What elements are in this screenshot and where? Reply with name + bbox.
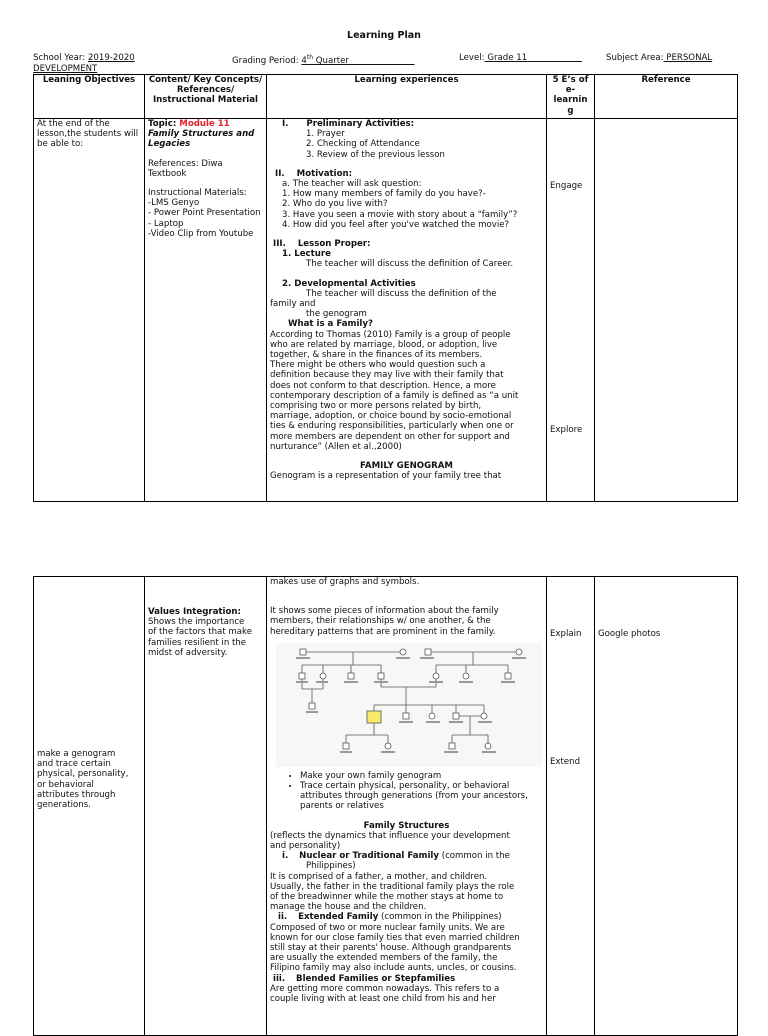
- subject-area-value-cont: DEVELOPMENT: [33, 64, 98, 74]
- phase-extend: Extend: [550, 757, 581, 768]
- genogram-intro: Genogram is a representation of your family tree that: [270, 471, 502, 482]
- lecture-heading: 1. Lecture: [282, 249, 331, 260]
- motivation-question: 1. How many members of family do you have?-: [282, 189, 486, 200]
- subject-area-field: [606, 53, 712, 63]
- developmental-text: The teacher will discuss the definition of the: [306, 288, 497, 299]
- material-item: -LMS Genyo: [148, 198, 200, 209]
- motivation-a: a. The teacher will ask question:: [282, 179, 422, 190]
- material-item: -Video Clip from Youtube: [148, 228, 254, 239]
- prelim-item: 3. Review of the previous lesson: [306, 149, 445, 160]
- extended-family-heading: ii. Extended Family (common in the Philippines): [278, 912, 502, 923]
- activity-item: • Trace certain physical, personality, or behavioral attributes through generations (from your ancestors, parents or relatives: [300, 781, 543, 812]
- learning-experiences-cell: [267, 119, 547, 502]
- motivation-question: 4. How did you feel after you've watched the movie?: [282, 219, 510, 230]
- values-integration-heading: Values Integration:: [148, 607, 241, 617]
- family-structures-intro: (reflects the dynamics that influence your development and personality): [270, 830, 510, 852]
- objective-cell: [34, 119, 145, 502]
- header-objectives: Leaning Objectives: [34, 75, 145, 119]
- what-is-family-heading: What is a Family?: [288, 319, 373, 330]
- motivation-question: 2. Who do you live with?: [282, 199, 388, 210]
- header-learning-experiences: Learning experiences: [267, 75, 547, 119]
- objective-text: At the end of the lesson,the students will be able to:: [37, 119, 139, 150]
- phase-engage: Engage: [550, 181, 583, 191]
- material-item: - Laptop: [148, 218, 184, 229]
- genogram-image: [276, 643, 542, 767]
- genogram-description: It shows some pieces of information about the family members, their relationships w/ one another, & the hereditary patterns that are prominent in the family.: [270, 606, 499, 637]
- subject-area-label: Subject Area:: [606, 53, 664, 63]
- learning-plan-table-page2: [33, 576, 738, 1036]
- header-content: Content/ Key Concepts/ References/ Instructional Material: [145, 75, 267, 119]
- five-es-cell-2: [547, 577, 595, 1036]
- reference-google-photos: Google photos: [598, 629, 661, 639]
- topic-title: Family Structures and Legacies: [148, 129, 255, 150]
- learning-experiences-cell-2: [267, 577, 547, 1036]
- extended-family-text: Composed of two or more nuclear family units. We are known for our close family ties that even married children still stay at their parents' house. Although grandparents are usually the extended members of the family, the Filipino family may also include aunts, uncles, or cousins.: [270, 922, 520, 974]
- developmental-heading: 2. Developmental Activities: [282, 278, 416, 289]
- school-year-label: School Year:: [33, 53, 86, 63]
- subject-area-value: PERSONAL: [663, 53, 713, 63]
- grading-period-label: Grading Period:: [232, 55, 299, 66]
- genogram-intro-cont: makes use of graphs and symbols.: [270, 577, 420, 587]
- genogram-heading: FAMILY GENOGRAM: [360, 461, 453, 472]
- activity-list: [270, 771, 543, 812]
- family-structures-heading: Family Structures: [363, 820, 450, 831]
- level-field: [459, 53, 582, 63]
- values-integration-text: Shows the importance of the factors that make families resilient in the midst of adversity.: [148, 617, 253, 658]
- phase-explore: Explore: [550, 425, 583, 436]
- document-title: Learning Plan: [347, 30, 421, 41]
- school-year-field: [33, 53, 135, 63]
- learning-plan-table-page1: [33, 74, 738, 502]
- family-definition: According to Thomas (2010) Family is a group of people who are related by marriage, blood, or adoption, live together, & share in the finances of its members. There might be others who would question such a definition because they may live with their family that does not conform to that description. Hence, a more contemporary description of a family is defined as “a unit comprising two or more persons related by birth, marriage, adoption, or choice bound by socio-emotional ties & enduring responsibilities, particularly when one or more members are dependent on other for support and nurturance” (Allen et al.,2000): [270, 329, 519, 452]
- section-motivation-heading: II. Motivation:: [275, 168, 353, 179]
- section-lesson-heading: III. Lesson Proper:: [273, 239, 371, 250]
- header-reference: Reference: [595, 75, 738, 119]
- content-cell: [145, 119, 267, 502]
- developmental-text: the genogram: [306, 309, 367, 320]
- level-value: Grade 11: [484, 53, 528, 63]
- reference-cell: [595, 119, 738, 502]
- activity-item: • Make your own family genogram: [300, 771, 543, 781]
- material-item: - Power Point Presentation: [148, 208, 261, 219]
- nuclear-family-note: Philippines): [306, 861, 356, 872]
- nuclear-family-text: It is comprised of a father, a mother, and children. Usually, the father in the traditional family plays the role of the breadwinner while the mother stays at home to manage the house and the children.: [270, 871, 515, 913]
- prelim-item: 2. Checking of Attendance: [306, 139, 420, 150]
- grading-period-value: 4th Quarter: [301, 54, 349, 66]
- header-5es: 5 E’s of e-learnin g: [547, 75, 595, 119]
- topic-module: Module 11: [179, 119, 230, 129]
- lecture-text: The teacher will discuss the definition of Career.: [306, 259, 514, 270]
- references-text: References: Diwa Textbook: [148, 158, 223, 179]
- reference-cell-2: [595, 577, 738, 1036]
- materials-title: Instructional Materials:: [148, 188, 247, 199]
- topic-line: Topic: Module 11: [148, 119, 230, 129]
- school-year-value: 2019-2020: [87, 53, 135, 63]
- motivation-question: 3. Have you seen a movie with story about a “family”?: [282, 209, 518, 220]
- blended-family-heading: iii. Blended Families or Stepfamilies: [273, 973, 456, 984]
- level-label: Level:: [459, 53, 485, 63]
- prelim-item: 1. Prayer: [306, 129, 345, 140]
- section-preliminary-heading: I. Preliminary Activities:: [282, 119, 415, 129]
- five-es-cell: [547, 119, 595, 502]
- grading-period-field: [232, 53, 415, 66]
- content-cell-2: [145, 577, 267, 1036]
- objective-cell-2: [34, 577, 145, 1036]
- blended-family-text: Are getting more common nowadays. This refers to a couple living with at least one child from his and her: [270, 983, 500, 1005]
- phase-explain: Explain: [550, 629, 582, 639]
- developmental-text: family and: [270, 299, 316, 310]
- objective-2: make a genogram and trace certain physical, personality, or behavioral attributes through generations.: [37, 749, 129, 811]
- nuclear-family-heading: i. Nuclear or Traditional Family (common in the: [282, 851, 510, 862]
